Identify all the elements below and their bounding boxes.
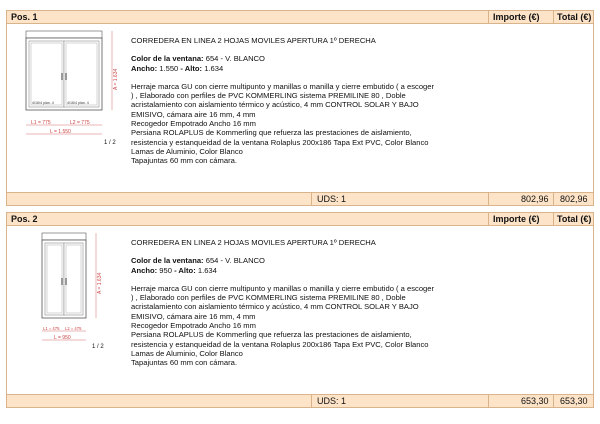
window-drawing xyxy=(16,28,131,158)
total-column-header: Total (€) xyxy=(557,214,592,224)
width-dimension-l2: L2 = 775 xyxy=(70,120,90,126)
drawing-page-number: 1 / 2 xyxy=(92,344,104,350)
total-value: 802,96 xyxy=(560,194,588,204)
description-line: EMISIVO, cámara aire 16 mm, 4 mm xyxy=(131,311,256,321)
width-dimension-total: L = 950 xyxy=(54,335,71,341)
units-count: UDS: 1 xyxy=(317,194,347,204)
pane-label-right: 4/16/4 plan. 4 xyxy=(67,101,89,105)
description-line: Lamas de Aluminio, Color Blanco xyxy=(131,146,243,156)
color-label: Color de la ventana: xyxy=(131,256,204,266)
description-line: Persiana ROLAPLUS de Kommerling que refuerza las prestaciones de aislamiento, xyxy=(131,330,412,340)
description-line: Herraje marca GU con cierre multipunto y manillas o manilla y cierre embutido ( a escoger xyxy=(131,81,435,91)
description-line: Recogedor Empotrado Ancho 16 mm xyxy=(131,119,256,129)
position-description xyxy=(131,238,511,368)
description-line: Herraje marca GU con cierre multipunto y manillas o manilla y cierre embutido ( a escoger xyxy=(131,283,435,293)
description-line: Persiana ROLAPLUS de Kommerling que refuerza las prestaciones de aislamiento, xyxy=(131,128,412,138)
width-value: 1.550 xyxy=(159,63,179,73)
position-footer xyxy=(6,192,594,206)
position-block-1 xyxy=(6,10,594,206)
total-column-header: Total (€) xyxy=(557,12,592,22)
window-drawing xyxy=(34,230,124,360)
description-line: acristalamiento con aislamiento térmico y acústico, 4 mm CONTROL SOLAR Y BAJO xyxy=(131,302,419,312)
position-header xyxy=(6,212,594,226)
width-dimension-total: L = 1.550 xyxy=(50,129,71,135)
height-label: - Alto: xyxy=(174,265,196,275)
description-line: EMISIVO, cámara aire 16 mm, 4 mm xyxy=(131,109,256,119)
product-title: CORREDERA EN LINEA 2 HOJAS MOVILES APERTURA 1º DERECHA xyxy=(131,238,376,247)
pane-label-left: 4/16/4 plan. 4 xyxy=(32,101,54,105)
description-line: Lamas de Aluminio, Color Blanco xyxy=(131,348,243,358)
description-line: ) , Elaborado con perfiles de PVC KOMMERLING sistema PREMILINE 80 , Doble xyxy=(131,293,406,303)
position-description xyxy=(131,36,511,166)
description-line: resistencia y estanqueidad de la ventana Rolaplus 200x186 Tapa Ext PVC, Color Blanco xyxy=(131,137,429,147)
width-dimension-l1: L1 = 475 xyxy=(43,326,60,331)
total-value: 653,30 xyxy=(560,396,588,406)
width-label: Ancho: xyxy=(131,63,158,73)
importe-value: 802,96 xyxy=(521,194,549,204)
width-dimension-l1: L1 = 775 xyxy=(31,120,51,126)
importe-column-header: Importe (€) xyxy=(493,214,540,224)
position-header xyxy=(6,10,594,24)
importe-value: 653,30 xyxy=(521,396,549,406)
height-dimension: A = 1.634 xyxy=(97,272,103,294)
position-block-2 xyxy=(6,212,594,408)
height-label: - Alto: xyxy=(180,63,203,73)
height-value: 1.634 xyxy=(197,265,217,275)
position-number: Pos. 2 xyxy=(11,214,38,224)
width-value: 950 xyxy=(159,265,172,275)
description-line: acristalamiento con aislamiento térmico y acústico, 4 mm CONTROL SOLAR Y BAJO xyxy=(131,100,419,110)
description-line: resistencia y estanqueidad de la ventana Rolaplus 200x186 Tapa Ext PVC, Color Blanco xyxy=(131,339,429,349)
height-dimension: A = 1.634 xyxy=(113,68,119,90)
description-line: ) , Elaborado con perfiles de PVC KOMMERLING sistema PREMILINE 80 , Doble xyxy=(131,91,406,101)
description-line: Recogedor Empotrado Ancho 16 mm xyxy=(131,321,256,331)
color-value: 654 - V. BLANCO xyxy=(205,54,265,64)
color-label: Color de la ventana: xyxy=(131,54,204,64)
position-footer xyxy=(6,394,594,408)
color-value: 654 - V. BLANCO xyxy=(205,256,265,266)
width-label: Ancho: xyxy=(131,265,158,275)
units-count: UDS: 1 xyxy=(317,396,347,406)
product-title: CORREDERA EN LINEA 2 HOJAS MOVILES APERTURA 1º DERECHA xyxy=(131,36,376,45)
height-value: 1.634 xyxy=(204,63,224,73)
description-line: Tapajuntas 60 mm con cámara. xyxy=(131,156,237,166)
description-line: Tapajuntas 60 mm con cámara. xyxy=(131,358,237,368)
importe-column-header: Importe (€) xyxy=(493,12,540,22)
drawing-page-number: 1 / 2 xyxy=(104,140,116,146)
position-number: Pos. 1 xyxy=(11,12,38,22)
width-dimension-l2: L2 = 475 xyxy=(65,326,82,331)
